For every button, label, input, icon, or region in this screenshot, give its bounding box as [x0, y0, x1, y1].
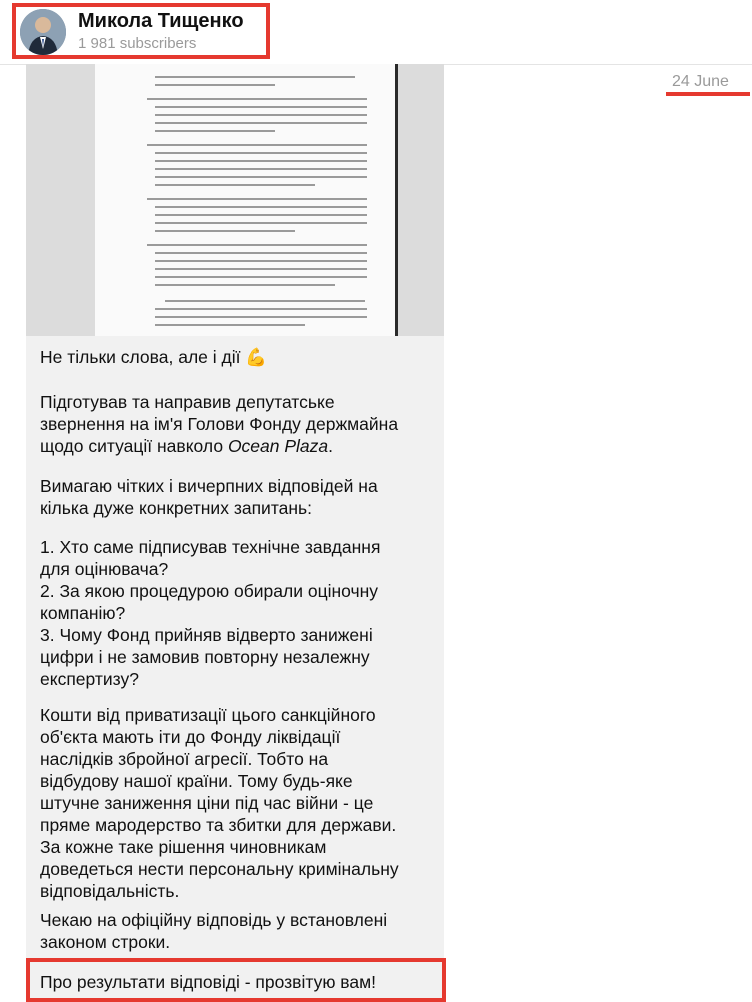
highlight-underline-date — [666, 92, 750, 96]
flexed-biceps-emoji: 💪 — [245, 347, 268, 367]
channel-header — [0, 0, 752, 65]
italic-ocean-plaza: Ocean Plaza — [227, 436, 329, 456]
message-paragraph-2: Підготував та направив депутатське звернення на ім'я Голови Фонду держмайна щодо ситуації навколо Ocean Plaza. — [40, 392, 399, 456]
message-date: 24 June — [672, 73, 729, 90]
highlight-box-footer — [26, 958, 446, 1002]
message-text-line-1: Не тільки слова, але і дії 💪 — [40, 347, 268, 367]
channel-name[interactable]: Микола Тищенко — [78, 10, 244, 32]
message-final-line: Про результати відповіді - прозвітую вам! — [40, 972, 377, 992]
message-paragraph-3: Вимагаю чітких і вичерпних відповідей на кілька дуже конкретних запитань: — [40, 476, 378, 518]
highlight-box-header — [12, 3, 270, 59]
message-paragraph-5: Кошти від приватизації цього санкційного об'єкта мають іти до Фонду ліквідації наслідків збройної агресії. Тобто на відбудову нашої країни. Тому будь-яке штучне заниження ціни під час війни - це пряме мародерство та збитки для держави. За кожне таке рішення чиновникам доведеться нести персональну кримінальну відповідальність. — [40, 705, 399, 901]
document-photo[interactable] — [26, 64, 444, 336]
message-question-list: 1. Хто саме підписував технічне завдання для оцінювача? 2. За якою процедурою обирали оціночну компанію? 3. Чому Фонд прийняв відверто занижені цифри і не замовив повторну незалежну експертизу? — [40, 537, 381, 689]
message-paragraph-6: Чекаю на офіційну відповідь у встановлені законом строки. — [40, 910, 388, 952]
subscriber-count: 1 981 subscribers — [78, 35, 197, 52]
document-page — [95, 64, 398, 336]
